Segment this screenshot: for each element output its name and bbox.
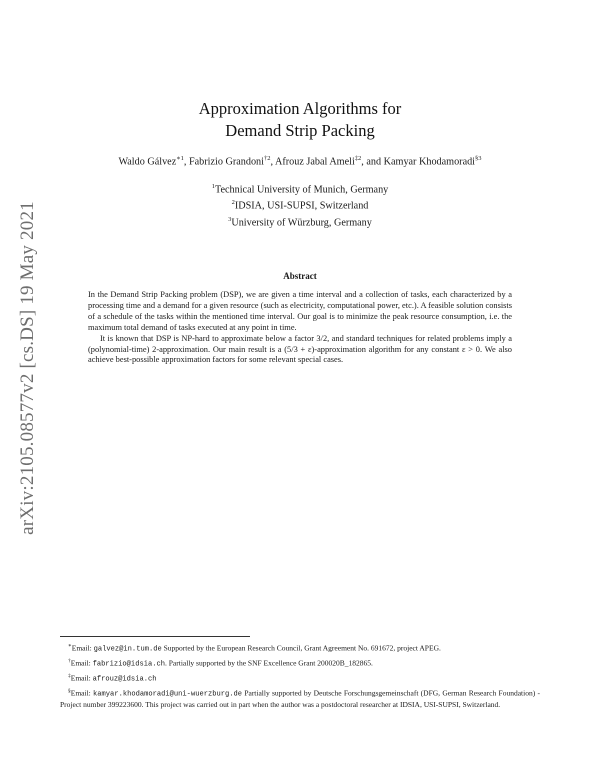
author-name: Fabrizio Grandoni xyxy=(188,156,264,168)
author-name: Afrouz Jabal Ameli xyxy=(275,156,355,168)
affiliations xyxy=(0,180,600,229)
affiliation-text: Technical University of Munich, Germany xyxy=(214,184,389,196)
affiliation-text: University of Würzburg, Germany xyxy=(231,217,372,229)
footnote-mark: ‡ xyxy=(68,672,71,679)
affiliation xyxy=(0,213,600,229)
footnote-email[interactable]: kamyar.khodamoradi@uni-wuerzburg.de xyxy=(93,690,243,699)
footnote-email[interactable]: afrouz@idsia.ch xyxy=(92,675,157,684)
footnote-email[interactable]: galvez@in.tum.de xyxy=(93,645,162,654)
abstract-body xyxy=(88,290,512,366)
affiliation-text: IDSIA, USI-SUPSI, Switzerland xyxy=(234,200,369,212)
footnote-mark: § xyxy=(68,687,71,694)
affiliation xyxy=(0,180,600,196)
arxiv-identifier xyxy=(10,176,46,560)
affiliation-num: 3 xyxy=(228,215,232,223)
affiliation xyxy=(0,196,600,212)
footnote-email[interactable]: fabrizio@idsia.ch xyxy=(92,660,165,669)
footnote xyxy=(60,672,540,685)
abstract-paragraph-1: In the Demand Strip Packing problem (DSP), we are given a time interval and a collection of tasks, each characterized by a processing time and a demand for a given resource (such as electricity, computational power, etc.). A feasible solution consists of a schedule of the tasks within the mentioned time interval. Our goal is to minimize the peak resource consumption, i.e. the maximum total demand of tasks executed at any point in time. xyxy=(88,290,512,332)
affiliation-num: 1 xyxy=(211,183,215,190)
affiliation-num: 2 xyxy=(231,199,235,207)
footnote xyxy=(60,657,540,670)
footnote-label: Email: xyxy=(70,673,93,683)
footnotes xyxy=(60,642,540,711)
footnote-mark: † xyxy=(68,657,71,664)
footnote-text: Partially supported by Deutsche Forschungsgemeinschaft (DFG, German Research Foundation) - Project number 399223600. This project was carried out in part when the author was a postdoctoral researcher at IDSIA, USI-SUPSI, Switzerland. xyxy=(60,688,540,709)
author-list: Waldo Gálvez$^{∗1}$, Fabrizio Grandoni$^{\dagger 2}$, Afrouz Jabal Ameli$^{\ddagger 2}$, and Kamyar Khodamoradi$^{\S 3}$ xyxy=(118,155,482,168)
footnote-mark: ∗ xyxy=(68,643,72,649)
footnote-label: Email: xyxy=(71,643,94,653)
footnote-text: Supported by the European Research Council, Grant Agreement No. 691672, project APEG. xyxy=(161,643,441,653)
footnote-label: Email: xyxy=(70,658,93,668)
author-name: Waldo Gálvez xyxy=(118,156,177,168)
abstract-paragraph-2: It is known that DSP is NP-hard to approximate below a factor 3/2, and standard techniques for related problems imply a (polynomial-time) 2-approximation. Our main result is a (5/3 + ε)-approximation algorithm for any constant ε > 0. We also achieve best-possible approximation factors for some relevant special cases. xyxy=(88,333,512,365)
author-mark: §3 xyxy=(475,155,482,162)
arxiv-identifier-text: arXiv:2105.08577v2 [cs.DS] 19 May 2021 xyxy=(17,201,38,535)
title-line-2: Demand Strip Packing xyxy=(225,121,375,140)
footnote xyxy=(60,642,540,655)
author-name: Kamyar Khodamoradi xyxy=(383,156,476,168)
paper-title xyxy=(0,98,600,142)
title-line-1: Approximation Algorithms for xyxy=(198,99,402,118)
author-mark: ∗1 xyxy=(176,155,184,162)
footnote-rule xyxy=(60,636,250,637)
author-mark: ‡2 xyxy=(354,155,362,162)
author-mark: †2 xyxy=(263,155,271,162)
footnote-text: . Partially supported by the SNF Excellence Grant 200020B_182865. xyxy=(165,658,373,668)
footnote xyxy=(60,687,540,709)
abstract-heading: Abstract xyxy=(283,271,317,281)
footnote-label: Email: xyxy=(70,688,94,698)
